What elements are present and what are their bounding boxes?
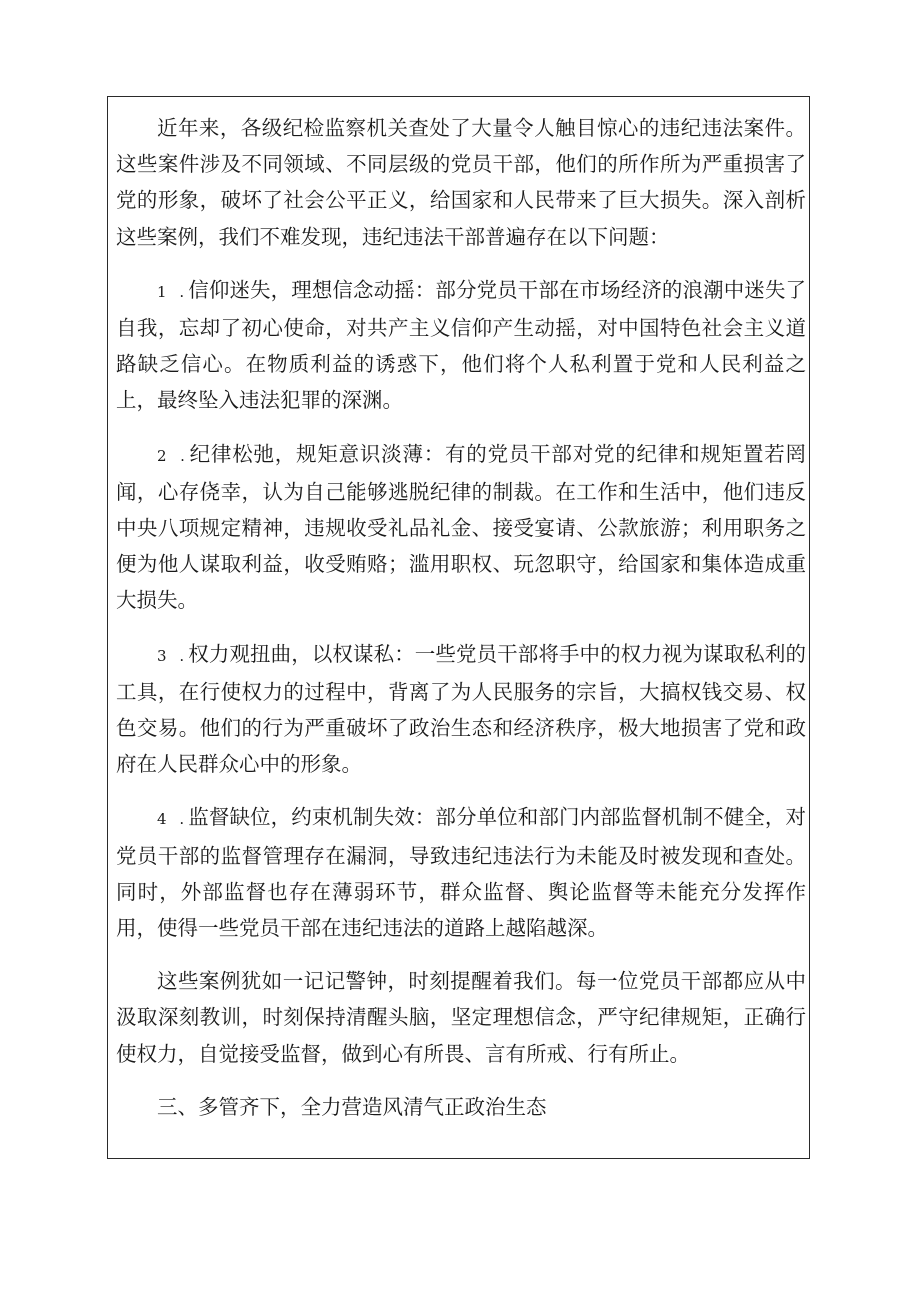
list-item-1 bbox=[116, 272, 806, 419]
item-text: 纪律松弛，规矩意识淡薄：有的党员干部对党的纪律和规矩置若罔闻，心存侥幸，认为自己能够逃脱纪律的制裁。在工作和生活中，他们违反中央八项规定精神，违规收受礼品礼金、接受宴请、公款旅游；利用职务之便为他人谋取利益，收受贿赂；滥用职权、玩忽职守，给国家和集体造成重大损失。 bbox=[116, 441, 806, 613]
document-body bbox=[116, 110, 806, 1125]
item-text: 信仰迷失，理想信念动摇：部分党员干部在市场经济的浪潮中迷失了自我，忘却了初心使命，对共产主义信仰产生动摇，对中国特色社会主义道路缺乏信心。在物质利益的诱惑下，他们将个人私利置于党和人民利益之上，最终坠入违法犯罪的深渊。 bbox=[116, 277, 806, 413]
intro-paragraph: 近年来，各级纪检监察机关查处了大量令人触目惊心的违纪违法案件。这些案件涉及不同领域、不同层级的党员干部，他们的所作所为严重损害了党的形象，破坏了社会公平正义，给国家和人民带来了巨大损失。深入剖析这些案例，我们不难发现，违纪违法干部普遍存在以下问题： bbox=[116, 116, 806, 249]
list-item-4 bbox=[116, 799, 806, 946]
warning-paragraph: 这些案例犹如一记记警钟，时刻提醒着我们。每一位党员干部都应从中汲取深刻教训，时刻保持清醒头脑，坚定理想信念，严守纪律规矩，正确行使权力，自觉接受监督，做到心有所畏、言有所戒、行有所止。 bbox=[116, 969, 806, 1066]
item-number: 2 . bbox=[157, 446, 189, 465]
item-number: 3 . bbox=[157, 646, 189, 665]
section-heading: 三、多管齐下，全力营造风清气正政治生态 bbox=[157, 1094, 547, 1119]
item-number: 4 . bbox=[157, 810, 189, 829]
item-number: 1 . bbox=[157, 282, 189, 301]
item-text: 监督缺位，约束机制失效：部分单位和部门内部监督机制不健全，对党员干部的监督管理存在漏洞，导致违纪违法行为未能及时被发现和查处。同时，外部监督也存在薄弱环节，群众监督、舆论监督等未能充分发挥作用，使得一些党员干部在违纪违法的道路上越陷越深。 bbox=[116, 805, 806, 941]
list-item-2 bbox=[116, 436, 806, 619]
item-text: 权力观扭曲，以权谋私：一些党员干部将手中的权力视为谋取私利的工具，在行使权力的过程中，背离了为人民服务的宗旨，大搞权钱交易、权色交易。他们的行为严重破坏了政治生态和经济秩序，极大地损害了党和政府在人民群众心中的形象。 bbox=[116, 641, 806, 777]
list-item-3 bbox=[116, 636, 806, 783]
